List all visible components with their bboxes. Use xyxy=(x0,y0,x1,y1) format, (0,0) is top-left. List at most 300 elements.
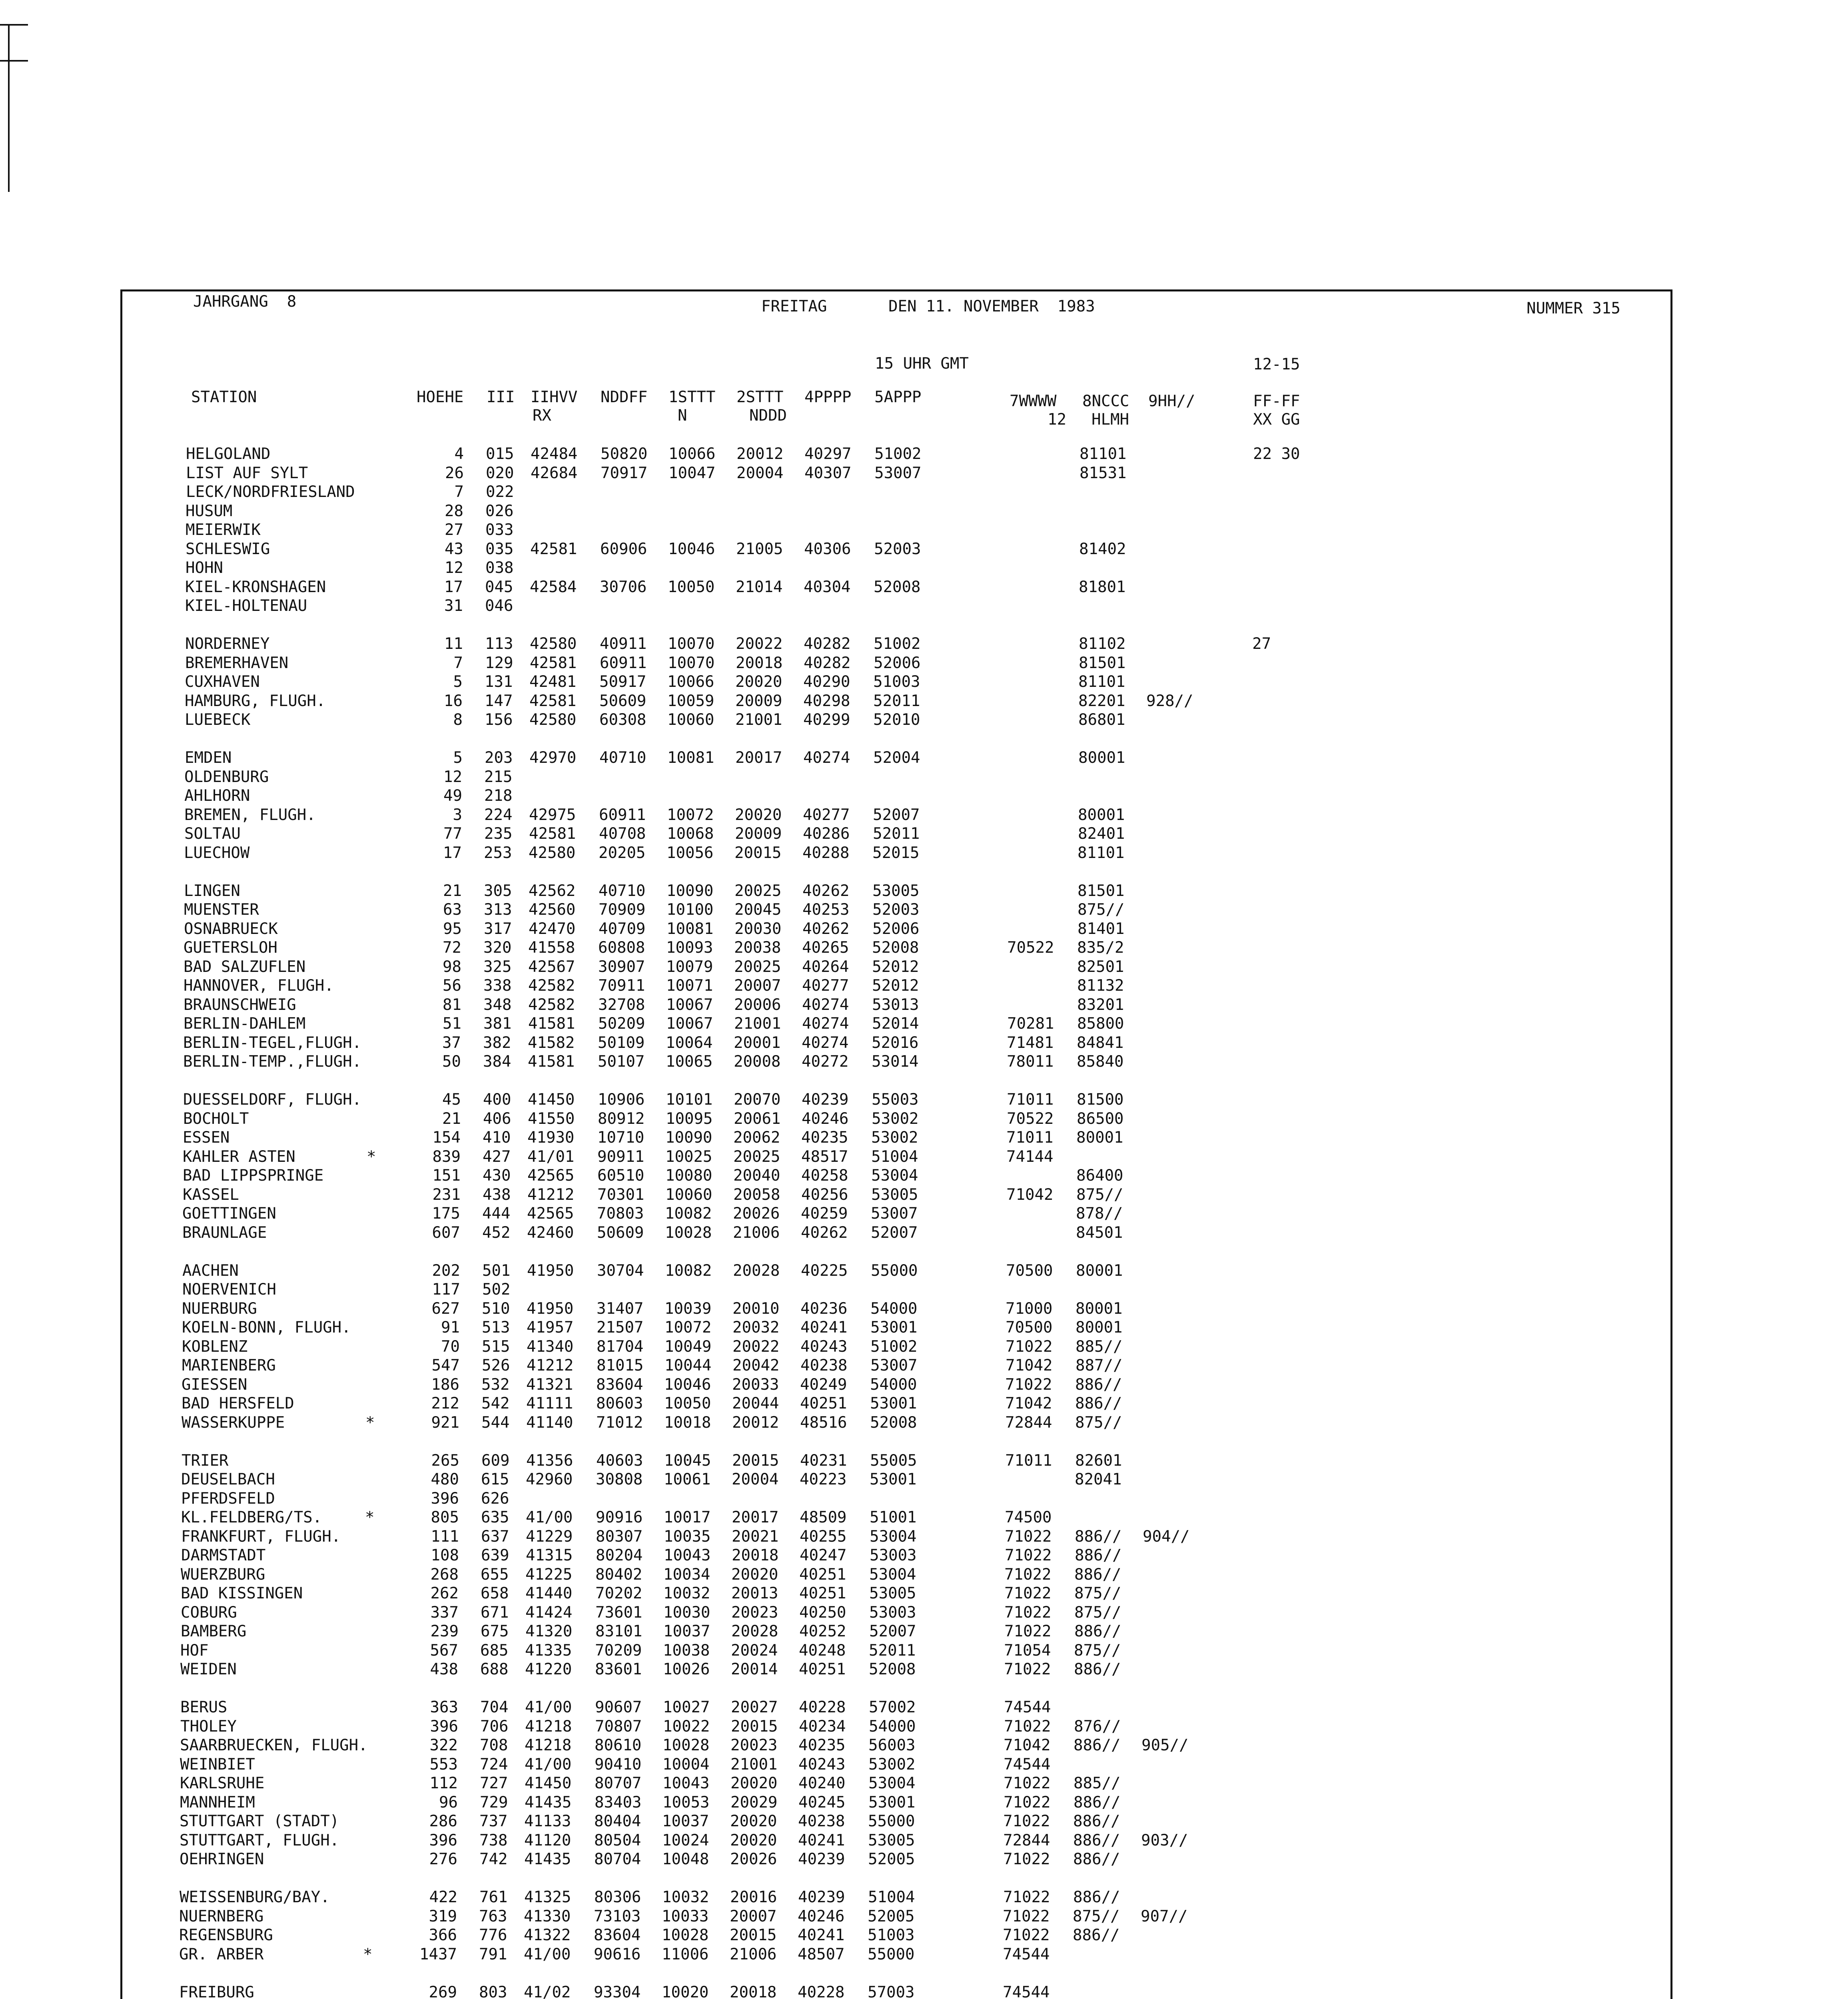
2sttt-cell: 20026 xyxy=(733,1205,780,1223)
5appp-cell: 55003 xyxy=(872,1091,919,1109)
station-name-cell: KOBLENZ xyxy=(182,1338,248,1356)
hoehe-cell: 12 xyxy=(445,559,463,577)
1sttt-cell: 10020 xyxy=(662,1983,709,1999)
station-name-cell: WUERZBURG xyxy=(181,1566,265,1584)
iii-cell: 501 xyxy=(482,1262,511,1280)
station-name-cell: HELGOLAND xyxy=(186,445,271,463)
2sttt-cell: 21001 xyxy=(730,1756,778,1774)
station-name-cell: KIEL-HOLTENAU xyxy=(185,597,307,615)
nddff-cell: 93304 xyxy=(594,1983,641,1999)
4pppp-cell: 40262 xyxy=(802,920,850,938)
ff-ff-cell: 22 30 xyxy=(1253,445,1300,463)
iihvv-cell: 41550 xyxy=(528,1110,575,1128)
iii-cell: 253 xyxy=(484,844,512,862)
station-name-cell: KIEL-KRONSHAGEN xyxy=(185,578,326,596)
4pppp-cell: 40252 xyxy=(799,1622,846,1640)
mountain-station-marker: * xyxy=(363,1945,373,1963)
margin-mark xyxy=(8,24,10,192)
2sttt-cell: 20044 xyxy=(732,1395,779,1412)
2sttt-cell: 20038 xyxy=(734,939,781,957)
iii-cell: 022 xyxy=(486,483,514,501)
nddff-cell: 70917 xyxy=(601,464,648,482)
8nccc-cell: 81401 xyxy=(1078,920,1125,938)
1sttt-cell: 10090 xyxy=(665,1129,712,1147)
4pppp-cell: 40251 xyxy=(799,1584,846,1602)
2sttt-cell: 20018 xyxy=(730,1983,777,1999)
7wwww-cell: 71022 xyxy=(1005,1546,1052,1564)
1sttt-cell: 10071 xyxy=(666,977,713,995)
5appp-cell: 52004 xyxy=(873,749,920,767)
8nccc-cell: 886// xyxy=(1073,1831,1120,1849)
4pppp-cell: 40282 xyxy=(804,654,851,672)
hoehe-cell: 8 xyxy=(453,711,463,729)
table-row xyxy=(0,1375,1848,1395)
hoehe-cell: 276 xyxy=(429,1850,457,1868)
table-row xyxy=(0,1128,1848,1147)
hoehe-cell: 77 xyxy=(443,825,462,843)
7wwww-cell: 71042 xyxy=(1006,1186,1054,1204)
4pppp-cell: 40286 xyxy=(803,825,850,843)
iii-cell: 444 xyxy=(482,1205,511,1223)
5appp-cell: 56003 xyxy=(868,1736,916,1754)
7wwww-cell: 71022 xyxy=(1003,1926,1050,1944)
iihvv-cell: 42581 xyxy=(529,825,576,843)
8nccc-cell: 886// xyxy=(1075,1395,1122,1412)
iii-cell: 655 xyxy=(481,1566,509,1584)
iii-cell: 131 xyxy=(485,673,513,691)
4pppp-cell: 40265 xyxy=(802,939,849,957)
station-name-cell: DEUSELBACH xyxy=(181,1470,275,1488)
table-row xyxy=(0,806,1848,825)
2sttt-cell: 20006 xyxy=(734,996,781,1014)
5appp-cell: 53007 xyxy=(871,1205,918,1223)
4pppp-cell: 40277 xyxy=(802,977,849,995)
station-name-cell: GOETTINGEN xyxy=(182,1205,276,1223)
nddff-cell: 73601 xyxy=(595,1604,643,1622)
7wwww-cell: 71022 xyxy=(1003,1850,1050,1868)
2sttt-cell: 20024 xyxy=(731,1642,778,1660)
7wwww-cell: 74544 xyxy=(1003,1983,1050,1999)
station-name-cell: OLDENBURG xyxy=(184,768,269,786)
2sttt-cell: 20045 xyxy=(734,901,782,919)
iii-cell: 313 xyxy=(484,901,512,919)
table-row xyxy=(0,1831,1848,1850)
hoehe-cell: 396 xyxy=(430,1718,458,1736)
table-row xyxy=(0,920,1848,939)
iii-cell: 046 xyxy=(485,597,513,615)
2sttt-cell: 20007 xyxy=(730,1907,777,1925)
nddff-cell: 70807 xyxy=(595,1718,642,1736)
hoehe-cell: 37 xyxy=(442,1034,461,1052)
table-row xyxy=(0,1983,1848,1999)
5appp-cell: 53005 xyxy=(872,882,920,900)
station-name-cell: BAMBERG xyxy=(181,1622,247,1640)
table-row xyxy=(0,1584,1848,1603)
7wwww-cell: 71022 xyxy=(1003,1888,1050,1906)
table-row xyxy=(0,1090,1848,1109)
2sttt-cell: 21006 xyxy=(733,1224,780,1242)
nddff-cell: 83601 xyxy=(595,1660,642,1678)
iihvv-cell: 41220 xyxy=(525,1660,572,1678)
iihvv-cell: 41435 xyxy=(525,1794,572,1811)
8nccc-cell: 875// xyxy=(1073,1907,1120,1925)
table-row xyxy=(0,597,1848,616)
5appp-cell: 51002 xyxy=(874,635,921,653)
nddff-cell: 80912 xyxy=(598,1110,645,1128)
8nccc-cell: 82601 xyxy=(1075,1452,1122,1470)
4pppp-cell: 40272 xyxy=(802,1053,849,1071)
1sttt-cell: 10090 xyxy=(667,882,714,900)
4pppp-cell: 40299 xyxy=(803,711,850,729)
hoehe-cell: 268 xyxy=(430,1566,459,1584)
2sttt-cell: 20042 xyxy=(732,1357,780,1375)
nddff-cell: 20205 xyxy=(599,844,646,862)
7wwww-cell: 71042 xyxy=(1005,1395,1052,1412)
1sttt-cell: 10067 xyxy=(666,996,713,1014)
1sttt-cell: 10028 xyxy=(663,1736,710,1754)
iii-cell: 384 xyxy=(483,1053,511,1071)
nddff-cell: 70803 xyxy=(597,1205,644,1223)
iii-cell: 513 xyxy=(482,1319,510,1337)
iihvv-cell: 42484 xyxy=(531,445,578,463)
station-name-cell: PFERDSFELD xyxy=(181,1490,275,1508)
1sttt-cell: 10081 xyxy=(667,920,714,938)
7wwww-cell: 74544 xyxy=(1003,1945,1050,1963)
4pppp-cell: 40240 xyxy=(798,1774,846,1792)
nddff-cell: 50820 xyxy=(601,445,648,463)
7wwww-cell: 74500 xyxy=(1005,1508,1052,1526)
5appp-cell: 55000 xyxy=(868,1945,915,1963)
1sttt-cell: 10034 xyxy=(663,1566,710,1584)
iihvv-cell: 42581 xyxy=(530,540,577,558)
1sttt-cell: 11006 xyxy=(662,1945,709,1963)
nddff-cell: 70209 xyxy=(595,1642,642,1660)
5appp-cell: 53004 xyxy=(871,1167,918,1185)
iihvv-cell: 42581 xyxy=(530,654,577,672)
1sttt-cell: 10045 xyxy=(664,1452,711,1470)
hoehe-cell: 319 xyxy=(429,1907,457,1925)
iii-cell: 218 xyxy=(484,787,513,805)
iii-cell: 761 xyxy=(479,1888,508,1906)
station-name-cell: STUTTGART, FLUGH. xyxy=(180,1831,339,1849)
1sttt-cell: 10068 xyxy=(667,825,714,843)
iii-cell: 305 xyxy=(484,882,512,900)
5appp-cell: 52008 xyxy=(869,1660,916,1678)
hoehe-cell: 567 xyxy=(430,1642,458,1660)
2sttt-cell: 20025 xyxy=(734,958,781,976)
2sttt-cell: 20027 xyxy=(731,1698,778,1716)
station-name-cell: SCHLESWIG xyxy=(186,540,270,558)
2sttt-cell: 20025 xyxy=(734,882,782,900)
station-name-cell: BOCHOLT xyxy=(183,1110,249,1128)
4pppp-cell: 40288 xyxy=(802,844,850,862)
2sttt-cell: 20012 xyxy=(732,1414,779,1432)
iihvv-cell: 42581 xyxy=(529,692,577,710)
station-name-cell: KARLSRUHE xyxy=(180,1774,265,1792)
iii-cell: 147 xyxy=(485,692,513,710)
hoehe-cell: 7 xyxy=(454,483,464,501)
iihvv-cell: 41/00 xyxy=(524,1945,571,1963)
7wwww-cell: 71022 xyxy=(1003,1812,1050,1830)
nddff-cell: 32708 xyxy=(598,996,645,1014)
table-row xyxy=(0,1109,1848,1129)
4pppp-cell: 40239 xyxy=(798,1888,845,1906)
2sttt-cell: 20015 xyxy=(734,844,782,862)
1sttt-cell: 10022 xyxy=(663,1718,710,1736)
iii-cell: 224 xyxy=(484,806,513,824)
iii-cell: 502 xyxy=(482,1281,511,1299)
table-row xyxy=(0,1565,1848,1584)
col-station: STATION xyxy=(191,388,257,406)
col-iii: III xyxy=(487,388,515,406)
section-15-uhr-gmt: 15 UHR GMT xyxy=(875,355,969,373)
1sttt-cell: 10059 xyxy=(667,692,714,710)
station-name-cell: GUETERSLOH xyxy=(184,939,277,957)
4pppp-cell: 40249 xyxy=(800,1376,847,1394)
iihvv-cell: 41212 xyxy=(527,1357,574,1375)
8nccc-cell: 875// xyxy=(1078,901,1125,919)
7wwww-cell: 71022 xyxy=(1004,1718,1051,1736)
2sttt-cell: 20022 xyxy=(732,1338,780,1356)
iihvv-cell: 41321 xyxy=(526,1376,573,1394)
iii-cell: 724 xyxy=(480,1756,508,1774)
station-name-cell: CUXHAVEN xyxy=(185,673,260,691)
table-row xyxy=(0,1337,1848,1357)
4pppp-cell: 40250 xyxy=(799,1604,846,1622)
5appp-cell: 57002 xyxy=(869,1698,916,1716)
1sttt-cell: 10024 xyxy=(662,1831,709,1849)
iii-cell: 156 xyxy=(485,711,513,729)
iii-cell: 675 xyxy=(481,1622,509,1640)
2sttt-cell: 20017 xyxy=(735,749,782,767)
8nccc-cell: 80001 xyxy=(1078,806,1125,824)
nddff-cell: 30706 xyxy=(600,578,647,596)
hoehe-cell: 7 xyxy=(453,654,463,672)
nddff-cell: 21507 xyxy=(597,1319,644,1337)
2sttt-cell: 21005 xyxy=(736,540,783,558)
iihvv-cell: 42562 xyxy=(529,882,576,900)
iihvv-cell: 41/02 xyxy=(524,1983,571,1999)
4pppp-cell: 40304 xyxy=(804,578,851,596)
4pppp-cell: 40259 xyxy=(801,1205,848,1223)
hoehe-cell: 553 xyxy=(429,1756,458,1774)
9hh-cell: 904// xyxy=(1143,1528,1190,1546)
8nccc-cell: 82201 xyxy=(1078,692,1126,710)
4pppp-cell: 40246 xyxy=(798,1907,845,1925)
station-name-cell: HAMBURG, FLUGH. xyxy=(185,692,326,710)
table-row xyxy=(0,634,1848,654)
1sttt-cell: 10082 xyxy=(665,1205,712,1223)
mountain-station-marker: * xyxy=(365,1414,375,1432)
5appp-cell: 52008 xyxy=(872,939,919,957)
iii-cell: 671 xyxy=(481,1604,509,1622)
table-row xyxy=(0,1603,1848,1622)
8nccc-cell: 84841 xyxy=(1077,1034,1124,1052)
iii-cell: 215 xyxy=(484,768,513,786)
iii-cell: 803 xyxy=(479,1983,507,1999)
iii-cell: 727 xyxy=(480,1774,508,1792)
nddff-cell: 31407 xyxy=(597,1300,644,1318)
nddff-cell: 40708 xyxy=(599,825,646,843)
table-row xyxy=(0,1508,1848,1527)
iihvv-cell: 41140 xyxy=(526,1414,573,1432)
1sttt-cell: 10043 xyxy=(663,1774,710,1792)
nddff-cell: 70911 xyxy=(598,977,645,995)
7wwww-cell: 71042 xyxy=(1004,1736,1051,1754)
station-name-cell: BERLIN-TEMP.,FLUGH. xyxy=(183,1053,362,1071)
8nccc-cell: 84501 xyxy=(1076,1224,1123,1242)
col-ff-ff-sub: XX GG xyxy=(1253,411,1300,429)
hoehe-cell: 805 xyxy=(431,1508,459,1526)
iihvv-cell: 41/00 xyxy=(526,1508,573,1526)
station-name-cell: BREMEN, FLUGH. xyxy=(184,806,316,824)
4pppp-cell: 40223 xyxy=(800,1470,847,1488)
4pppp-cell: 40246 xyxy=(802,1110,849,1128)
table-row xyxy=(0,1774,1848,1793)
table-row xyxy=(0,1223,1848,1243)
iihvv-cell: 42460 xyxy=(527,1224,574,1242)
2sttt-cell: 20017 xyxy=(732,1508,779,1526)
8nccc-cell: 886// xyxy=(1074,1622,1122,1640)
station-name-cell: OEHRINGEN xyxy=(180,1850,264,1868)
nddff-cell: 83403 xyxy=(595,1794,642,1811)
station-name-cell: TRIER xyxy=(182,1452,229,1470)
margin-mark xyxy=(0,24,28,26)
iihvv-cell: 41424 xyxy=(525,1604,573,1622)
5appp-cell: 52007 xyxy=(871,1224,918,1242)
7wwww-cell: 71481 xyxy=(1007,1034,1054,1052)
table-row xyxy=(0,1755,1848,1774)
nddff-cell: 90607 xyxy=(595,1698,642,1716)
hoehe-cell: 26 xyxy=(445,464,464,482)
table-row xyxy=(0,445,1848,464)
5appp-cell: 52012 xyxy=(872,977,919,995)
2sttt-cell: 20016 xyxy=(730,1888,777,1906)
table-row xyxy=(0,692,1848,711)
nddff-cell: 40603 xyxy=(596,1452,643,1470)
station-name-cell: KOELN-BONN, FLUGH. xyxy=(182,1319,351,1337)
nddff-cell: 81704 xyxy=(597,1338,644,1356)
nddff-cell: 40710 xyxy=(599,749,647,767)
iii-cell: 410 xyxy=(483,1129,511,1147)
4pppp-cell: 40274 xyxy=(802,1015,849,1033)
station-name-cell: KAHLER ASTEN xyxy=(183,1148,295,1166)
1sttt-cell: 10060 xyxy=(667,711,714,729)
4pppp-cell: 40253 xyxy=(802,901,850,919)
4pppp-cell: 40282 xyxy=(804,635,851,653)
2sttt-cell: 20018 xyxy=(732,1546,779,1564)
1sttt-cell: 10039 xyxy=(665,1300,712,1318)
iihvv-cell: 42481 xyxy=(529,673,577,691)
station-name-cell: BERLIN-TEGEL,FLUGH. xyxy=(183,1034,362,1052)
2sttt-cell: 20012 xyxy=(736,445,784,463)
1sttt-cell: 10032 xyxy=(662,1888,709,1906)
nddff-cell: 90916 xyxy=(596,1508,643,1526)
table-row xyxy=(0,1147,1848,1167)
issue-number: NUMMER 315 xyxy=(1527,299,1620,317)
5appp-cell: 55000 xyxy=(868,1812,915,1830)
nddff-cell: 40911 xyxy=(600,635,647,653)
4pppp-cell: 48507 xyxy=(798,1945,845,1963)
2sttt-cell: 20058 xyxy=(733,1186,780,1204)
station-name-cell: WEISSENBURG/BAY. xyxy=(180,1888,330,1906)
margin-mark xyxy=(0,60,28,62)
station-name-cell: KL.FELDBERG/TS. xyxy=(181,1508,322,1526)
1sttt-cell: 10037 xyxy=(663,1622,710,1640)
hoehe-cell: 547 xyxy=(431,1357,460,1375)
hoehe-cell: 63 xyxy=(443,901,462,919)
nddff-cell: 71012 xyxy=(596,1414,643,1432)
iihvv-cell: 41/00 xyxy=(525,1698,572,1716)
5appp-cell: 53001 xyxy=(870,1319,918,1337)
hoehe-cell: 5 xyxy=(453,749,463,767)
station-name-cell: AHLHORN xyxy=(184,787,250,805)
iii-cell: 639 xyxy=(481,1546,509,1564)
5appp-cell: 52008 xyxy=(870,1414,917,1432)
8nccc-cell: 875// xyxy=(1074,1584,1122,1602)
station-name-cell: SOLTAU xyxy=(184,825,241,843)
8nccc-cell: 81501 xyxy=(1078,882,1125,900)
4pppp-cell: 40298 xyxy=(803,692,850,710)
7wwww-cell: 70522 xyxy=(1007,939,1054,957)
table-row xyxy=(0,1299,1848,1319)
4pppp-cell: 40264 xyxy=(802,958,849,976)
nddff-cell: 81015 xyxy=(597,1357,644,1375)
hoehe-cell: 231 xyxy=(432,1186,461,1204)
iihvv-cell: 41450 xyxy=(525,1774,572,1792)
2sttt-cell: 20040 xyxy=(733,1167,780,1185)
iii-cell: 015 xyxy=(486,445,514,463)
col-iihvv-sub: RX xyxy=(533,407,551,425)
4pppp-cell: 40274 xyxy=(802,996,849,1014)
8nccc-cell: 81102 xyxy=(1079,635,1126,653)
1sttt-cell: 10050 xyxy=(668,578,715,596)
8nccc-cell: 886// xyxy=(1074,1736,1121,1754)
1sttt-cell: 10093 xyxy=(666,939,713,957)
section-12-15: 12-15 xyxy=(1253,355,1300,373)
table-row xyxy=(0,1014,1848,1033)
7wwww-cell: 71022 xyxy=(1004,1660,1051,1678)
table-row xyxy=(0,1698,1848,1717)
5appp-cell: 57003 xyxy=(868,1983,915,1999)
iii-cell: 742 xyxy=(479,1850,508,1868)
col-8nccc-sub: HLMH xyxy=(1092,411,1129,429)
8nccc-cell: 85800 xyxy=(1077,1015,1124,1033)
iii-cell: 776 xyxy=(479,1926,507,1944)
station-name-cell: BAD LIPPSPRINGE xyxy=(183,1167,324,1185)
iii-cell: 129 xyxy=(485,654,513,672)
nddff-cell: 50209 xyxy=(598,1015,645,1033)
1sttt-cell: 10030 xyxy=(663,1604,710,1622)
7wwww-cell: 71011 xyxy=(1005,1452,1052,1470)
hoehe-cell: 607 xyxy=(432,1224,460,1242)
1sttt-cell: 10095 xyxy=(666,1110,713,1128)
iii-cell: 704 xyxy=(480,1698,509,1716)
8nccc-cell: 886// xyxy=(1074,1660,1121,1678)
7wwww-cell: 71042 xyxy=(1006,1357,1053,1375)
7wwww-cell: 71000 xyxy=(1006,1300,1053,1318)
5appp-cell: 52011 xyxy=(869,1642,916,1660)
iihvv-cell: 41/00 xyxy=(525,1756,572,1774)
table-row xyxy=(0,1793,1848,1812)
table-row xyxy=(0,1736,1848,1755)
iii-cell: 532 xyxy=(481,1376,510,1394)
1sttt-cell: 10061 xyxy=(664,1470,711,1488)
5appp-cell: 51004 xyxy=(868,1888,915,1906)
7wwww-cell: 72844 xyxy=(1005,1414,1052,1432)
hoehe-cell: 12 xyxy=(443,768,462,786)
4pppp-cell: 40234 xyxy=(799,1718,846,1736)
